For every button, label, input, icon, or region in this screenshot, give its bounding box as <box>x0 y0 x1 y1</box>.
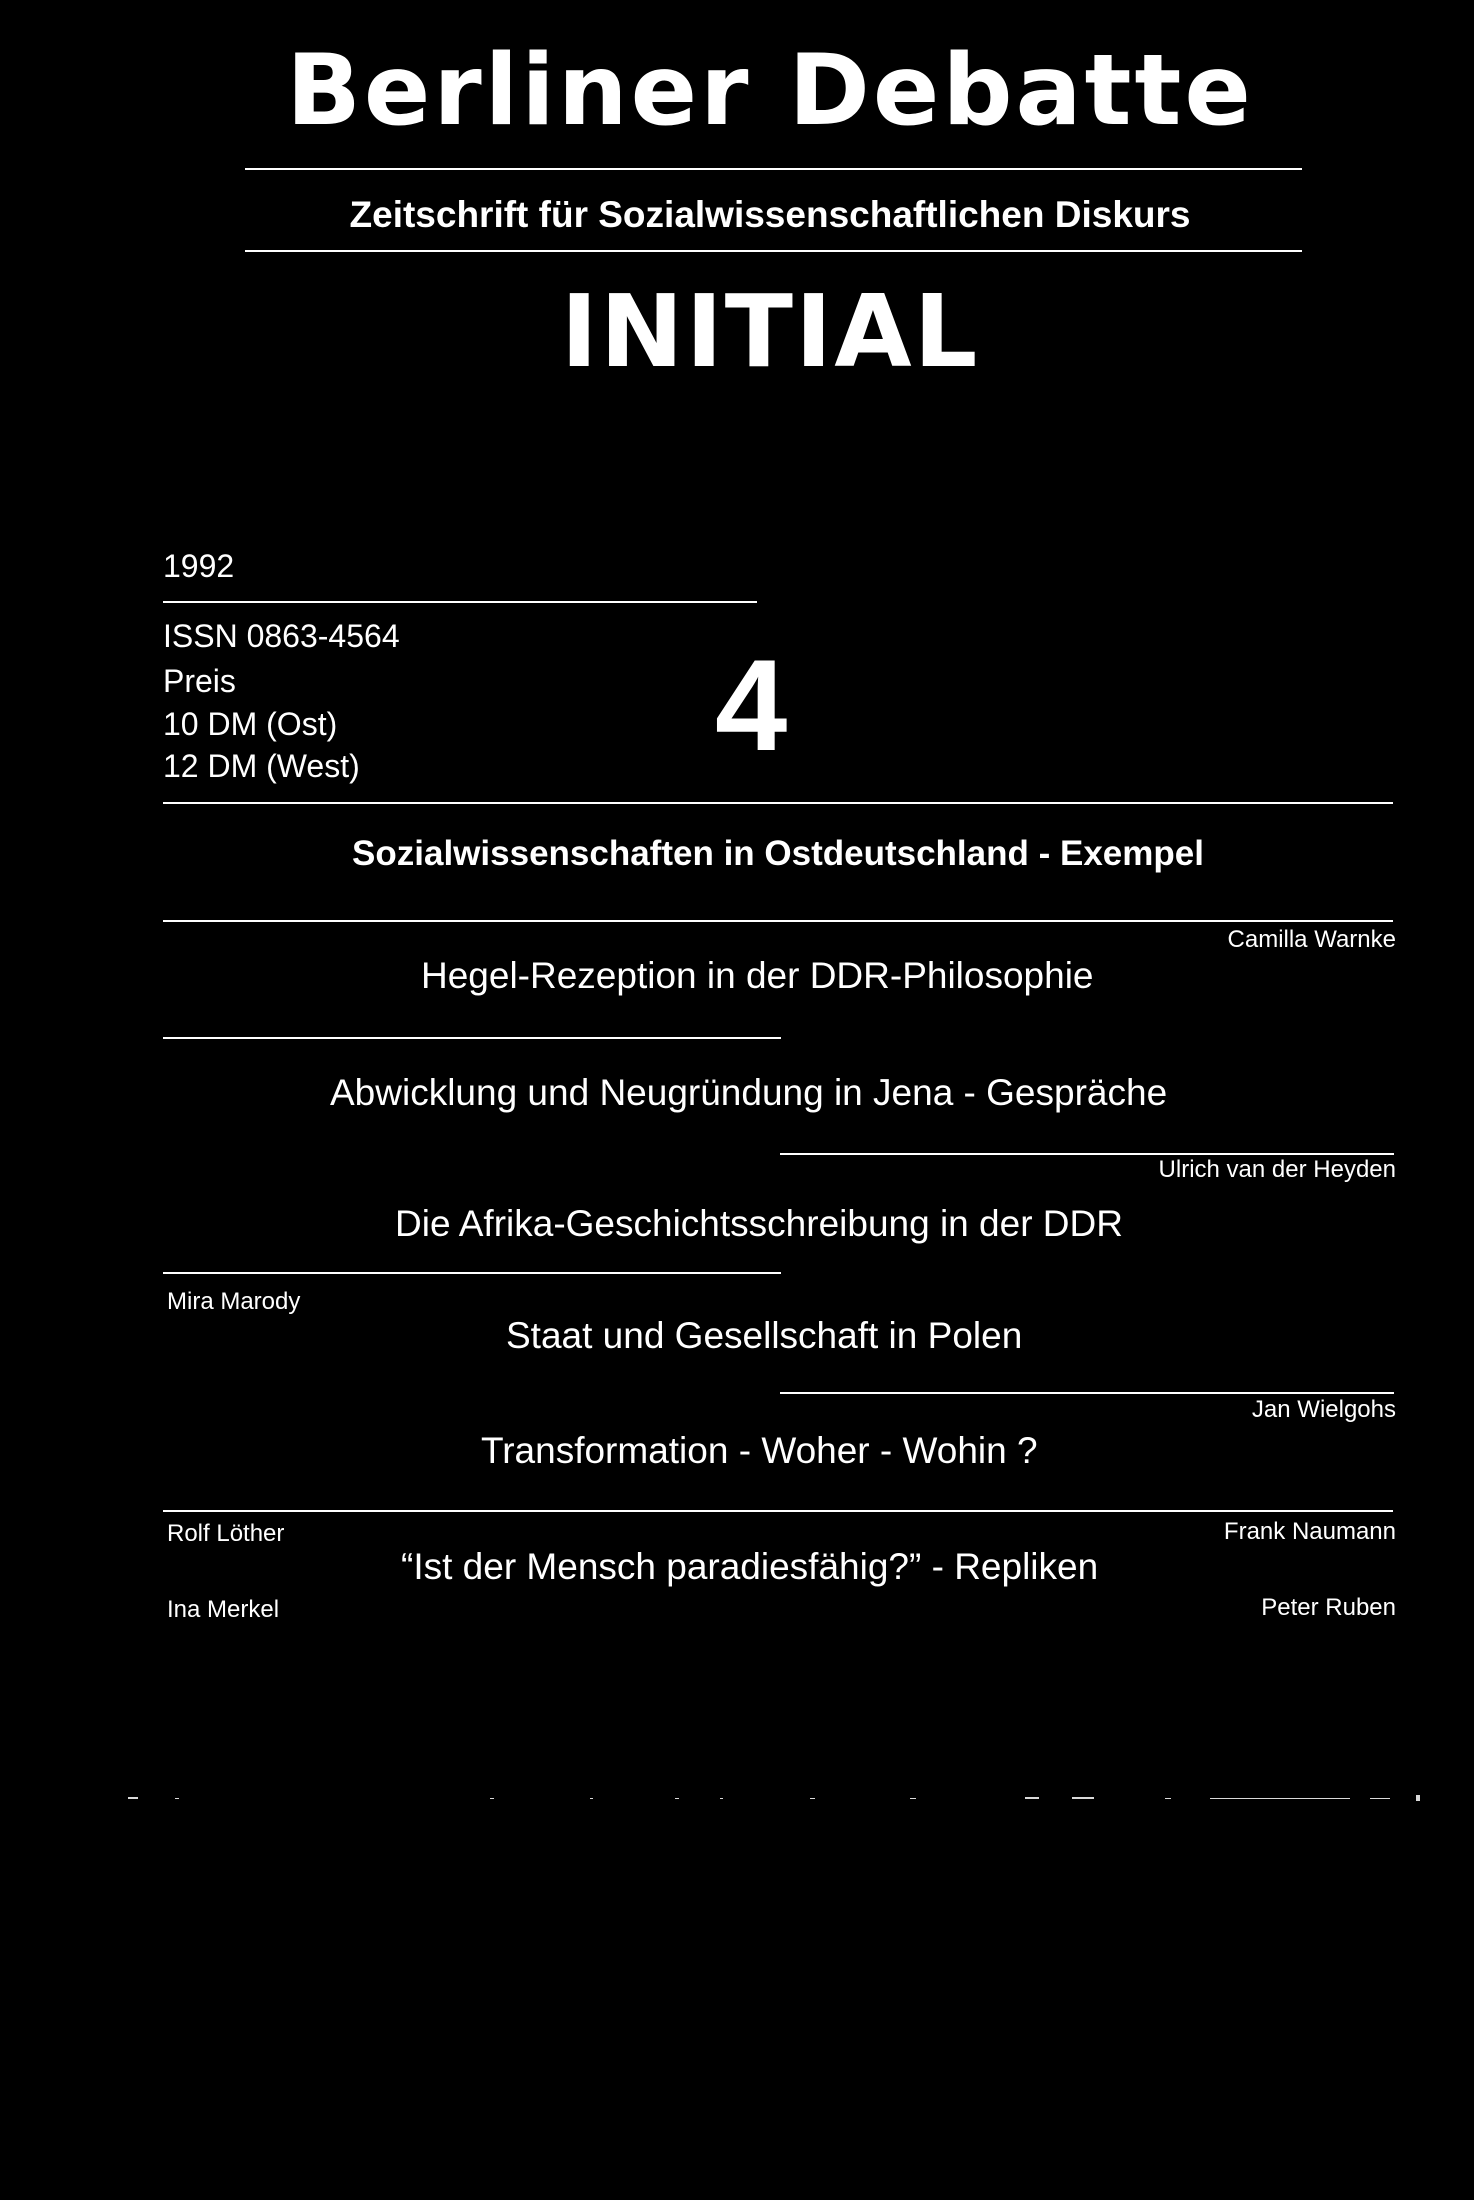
issue-theme: Sozialwissenschaften in Ostdeutschland - Exempel <box>352 834 1204 873</box>
price-east: 10 DM (Ost) <box>163 706 338 742</box>
article-title: Abwicklung und Neugründung in Jena - Gespräche <box>330 1072 1168 1113</box>
article-author: Camilla Warnke <box>1227 926 1396 953</box>
issue-year: 1992 <box>163 548 235 584</box>
article-title: Hegel-Rezeption in der DDR-Philosophie <box>421 955 1094 996</box>
year-rule <box>163 601 757 603</box>
article-title: Die Afrika-Geschichtsschreibung in der DDR <box>395 1203 1123 1244</box>
journal-subtitle: Zeitschrift für Sozialwissenschaftlichen Diskurs <box>349 194 1191 235</box>
price-label: Preis <box>163 663 236 699</box>
article-author: Ina Merkel <box>167 1596 280 1623</box>
theme-top-rule <box>163 802 1393 804</box>
article-title: Staat und Gesellschaft in Polen <box>506 1315 1023 1356</box>
theme-bottom-rule <box>163 920 1393 922</box>
article-author: Ulrich van der Heyden <box>1158 1156 1396 1183</box>
scan-artifact-line <box>120 1795 1430 1801</box>
article-divider <box>780 1392 1394 1394</box>
article-author: Frank Naumann <box>1223 1518 1396 1545</box>
journal-title: Berliner Debatte <box>286 34 1254 148</box>
article-author: Jan Wielgohs <box>1251 1396 1396 1423</box>
issn: ISSN 0863-4564 <box>163 618 400 654</box>
article-author: Mira Marody <box>167 1288 301 1315</box>
price-west: 12 DM (West) <box>163 748 360 784</box>
article-divider <box>780 1153 1394 1155</box>
series-title: INITIAL <box>560 273 980 390</box>
article-title: Transformation - Woher - Wohin ? <box>481 1430 1038 1471</box>
article-divider <box>163 1272 781 1274</box>
masthead-top-rule <box>245 168 1302 170</box>
article-author: Peter Ruben <box>1261 1594 1396 1621</box>
article-author: Rolf Löther <box>167 1520 285 1547</box>
article-divider <box>163 1037 781 1039</box>
article-title: “Ist der Mensch paradiesfähig?” - Repliken <box>401 1546 1099 1587</box>
masthead-bottom-rule <box>245 250 1302 252</box>
issue-number: 4 <box>715 632 788 778</box>
article-divider <box>163 1510 1393 1512</box>
